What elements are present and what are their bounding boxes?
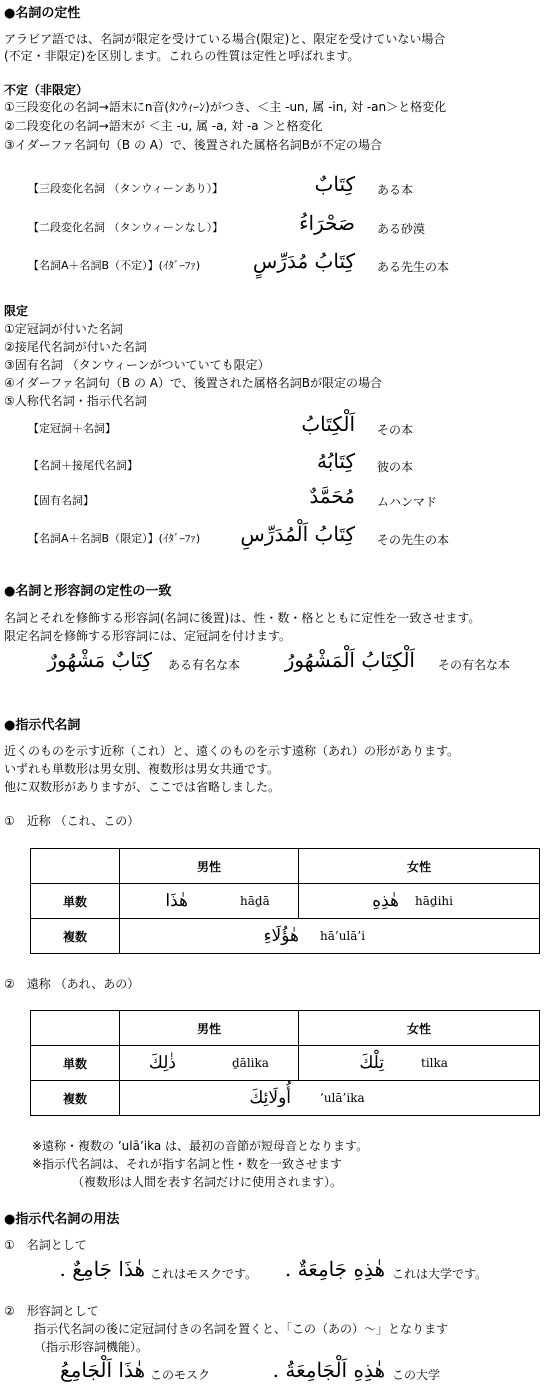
arabic-example: كِتَابٌ xyxy=(314,172,355,196)
table-cell xyxy=(120,1081,540,1116)
far-demonstrative-title: ② 遠称 （あれ、あの） xyxy=(4,977,140,991)
transliteration: ḏālika xyxy=(232,1056,269,1070)
near-demonstrative-table xyxy=(30,848,540,954)
example-label: 【定冠詞＋名詞】 xyxy=(28,422,116,435)
far-demonstrative-table xyxy=(30,1010,540,1116)
example-label: 【名詞A＋名詞B（不定）】(ｲﾀﾞｰﾌｧ) xyxy=(28,259,201,272)
definite-rule-1: ①定冠詞が付いた名詞 xyxy=(4,322,123,336)
example-label: 【名詞A＋名詞B（限定）】(ｲﾀﾞｰﾌｧ) xyxy=(28,532,201,545)
example-label: 【固有名詞】 xyxy=(28,494,94,507)
indefinite-rule-3: ③イダーファ名詞句（B の A）で、後置された属格名詞Bが不定の場合 xyxy=(4,138,382,152)
example-meaning: その本 xyxy=(377,423,414,437)
transliteration: hāḏihi xyxy=(415,894,453,908)
indefinite-rule-2: ②二段変化の名詞→語末が ＜主 -u, 属 -a, 対 -a ＞と格変化 xyxy=(4,119,323,133)
definite-rule-3: ③固有名詞 （タンウィーンがついていても限定） xyxy=(4,358,270,372)
intro-line-2: (不定・非限定)を区別します。これらの性質は定性と呼ばれます。 xyxy=(4,49,360,63)
usage-2-line-2: （指示形容詞機能）。 xyxy=(34,1340,149,1354)
example-meaning: その先生の本 xyxy=(377,533,450,547)
column-header-feminine: 女性 xyxy=(299,849,540,884)
table-cell xyxy=(299,884,540,919)
arabic-example: كِتَابٌ مَشْهُورٌ xyxy=(47,648,152,672)
agreement-line-1: 名詞とそれを修飾する形容詞(名詞に後置)は、性・数・格とともに定性を一致させます。 xyxy=(4,611,481,625)
arabic-example: هٰذَا اَلْجَامِعُ xyxy=(60,1358,145,1382)
example-meaning: これはモスクです。 xyxy=(150,1267,258,1281)
example-meaning: ムハンマド xyxy=(377,495,438,509)
example-meaning: この大学 xyxy=(392,1368,441,1382)
example-meaning: ある有名な本 xyxy=(168,658,241,672)
row-header-plural: 複数 xyxy=(31,919,120,954)
indefinite-heading: 不定（非限定） xyxy=(4,83,89,97)
arabic-example: هٰذِهِ اَلْجَامِعَةُ . xyxy=(272,1358,385,1382)
table-cell xyxy=(299,1046,540,1081)
example-meaning: ある本 xyxy=(377,183,414,197)
arabic-example: مُحَمَّدٌ xyxy=(309,484,355,508)
example-label: 【三段変化名詞 （タンウィーンあり）】 xyxy=(28,182,224,195)
table-cell xyxy=(120,1046,299,1081)
column-header-masculine: 男性 xyxy=(120,1011,299,1046)
demonstratives-line-2: いずれも単数形は男女別、複数形は男女共通です。 xyxy=(4,762,280,776)
column-header-masculine: 男性 xyxy=(120,849,299,884)
usage-2-line-1: 指示代名詞の後に定冠詞付きの名詞を置くと、「この（あの）～」となります xyxy=(34,1322,449,1336)
arabic-word: تِلْكَ xyxy=(359,1053,384,1073)
example-meaning: その有名な本 xyxy=(438,658,511,672)
demonstratives-line-3: 他に双数形がありますが、ここでは省略しました。 xyxy=(4,780,281,794)
row-header-singular: 単数 xyxy=(31,1046,120,1081)
definite-rule-2: ②接尾代名詞が付いた名詞 xyxy=(4,340,147,354)
usage-2-title: ② 形容詞として xyxy=(4,1304,99,1318)
arabic-word: أُولَائِكَ xyxy=(249,1088,291,1108)
example-meaning: このモスク xyxy=(150,1368,211,1382)
intro-line-1: アラビア語では、名詞が限定を受けている場合(限定)と、限定を受けていない場合 xyxy=(4,32,446,46)
transliteration: hā’ulā’i xyxy=(320,929,366,943)
section-title-agreement: ●名詞と形容詞の定性の一致 xyxy=(4,584,172,599)
note-3: （複数形は人間を表す名詞だけに使用されます）。 xyxy=(72,1175,343,1189)
arabic-example: كِتَابُ اَلْمُدَرِّسِ xyxy=(240,522,355,546)
indefinite-rule-1: ①三段変化の名詞→語末にn音(ﾀﾝｳｨｰﾝ)がつき、＜主 -un, 属 -in, 対 -an＞と格変化 xyxy=(4,100,447,114)
column-header-feminine: 女性 xyxy=(299,1011,540,1046)
arabic-example: هٰذَا جَامِعٌ . xyxy=(59,1257,145,1281)
table-corner xyxy=(31,849,120,884)
arabic-word: ذٰلِكَ xyxy=(148,1053,176,1073)
arabic-example: صَحْرَاءُ xyxy=(299,211,355,235)
definite-rule-4: ④イダーファ名詞句（B の A）で、後置された属格名詞Bが限定の場合 xyxy=(4,376,382,390)
agreement-line-2: 限定名詞を修飾する形容詞には、定冠詞を付けます。 xyxy=(4,629,292,643)
note-2: ※指示代名詞は、それが指す名詞と性・数を一致させます xyxy=(32,1157,343,1171)
near-demonstrative-title: ① 近称 （これ、この） xyxy=(4,814,140,828)
definite-heading: 限定 xyxy=(4,304,29,318)
arabic-word: هٰذَا xyxy=(165,891,188,911)
arabic-word: هٰذِهِ xyxy=(372,891,399,911)
table-corner xyxy=(31,1011,120,1046)
arabic-example: كِتَابُهُ xyxy=(317,449,355,473)
transliteration: ’ulā’ika xyxy=(320,1091,365,1105)
arabic-example: اَلْكِتَابُ اَلْمَشْهُورُ xyxy=(284,648,415,672)
transliteration: tilka xyxy=(421,1056,448,1070)
section-title-usage: ●指示代名詞の用法 xyxy=(4,1212,120,1227)
demonstratives-line-1: 近くのものを示す近称（これ）と、遠くのものを示す遠称（あれ）の形があります。 xyxy=(4,744,460,758)
section-title-definiteness: ●名詞の定性 xyxy=(4,6,81,21)
example-meaning: 彼の本 xyxy=(377,460,414,474)
example-label: 【二段変化名詞 （タンウィーンなし）】 xyxy=(28,221,224,234)
definite-rule-5: ⑤人称代名詞・指示代名詞 xyxy=(4,394,147,408)
arabic-example: هٰذِهِ جَامِعَةٌ . xyxy=(284,1257,385,1281)
row-header-plural: 複数 xyxy=(31,1081,120,1116)
example-meaning: ある砂漠 xyxy=(377,222,426,236)
section-title-demonstratives: ●指示代名詞 xyxy=(4,718,81,733)
example-meaning: これは大学です。 xyxy=(392,1267,488,1281)
example-label: 【名詞＋接尾代名詞】 xyxy=(28,459,138,472)
usage-1-title: ① 名詞として xyxy=(4,1238,87,1252)
transliteration: hāḏā xyxy=(240,894,270,908)
example-meaning: ある先生の本 xyxy=(377,260,450,274)
arabic-example: كِتَابُ مُدَرِّسٍ xyxy=(252,249,355,273)
table-cell xyxy=(120,919,540,954)
arabic-example: اَلْكِتَابُ xyxy=(301,412,355,436)
table-cell xyxy=(120,884,299,919)
row-header-singular: 単数 xyxy=(31,884,120,919)
note-1: ※遠称・複数の ’ulā’ika は、最初の音節が短母音となります。 xyxy=(32,1139,369,1153)
arabic-word: هٰؤُلَاءِ xyxy=(263,926,299,946)
